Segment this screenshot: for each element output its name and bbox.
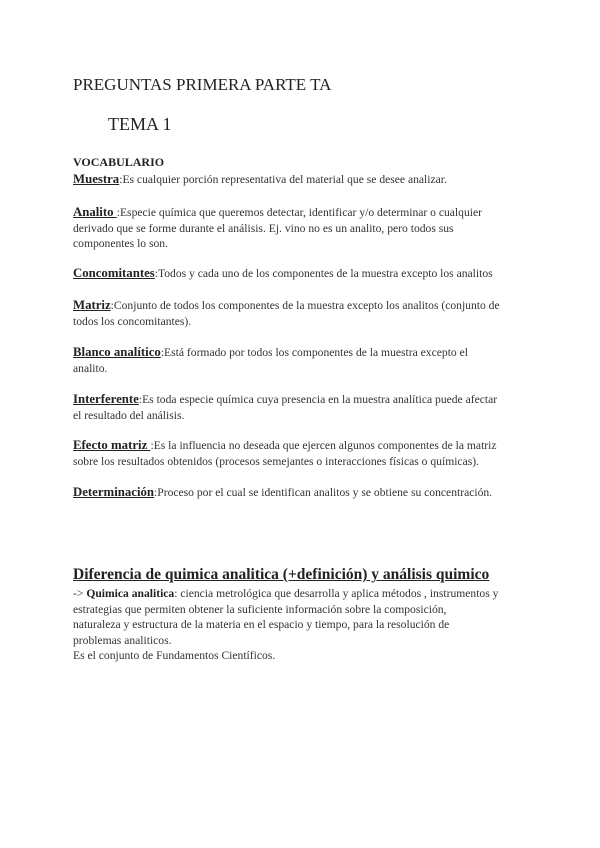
vocabulary-entry — [73, 172, 543, 188]
entry-text: derivado que se forme durante el análisis. Ej. vino no es un analito, pero todos sus — [73, 221, 454, 235]
entry-text: Conjunto de todos los componentes de la muestra excepto los analitos (conjunto de — [113, 299, 500, 312]
entry-line — [73, 345, 543, 361]
entry-text: todos los concomitantes). — [73, 314, 192, 328]
entry-text: componentes lo son. — [73, 237, 168, 250]
section-body — [73, 586, 543, 664]
line-text: : ciencia metrológica que desarrolla y aplica métodos , instrumentos y — [174, 587, 499, 600]
vocabulary-entry — [73, 345, 543, 376]
entry-term: Analito — [73, 205, 117, 219]
entry-text: Todos y cada uno de los componentes de la muestra excepto los analitos — [157, 267, 493, 280]
entry-separator: : — [154, 486, 158, 499]
entry-text: el resultado del análisis. — [73, 408, 185, 422]
arrow-text: -> — [73, 587, 87, 600]
entry-line — [73, 438, 543, 454]
entry-term: Matriz — [73, 298, 111, 312]
section-line-1 — [73, 586, 543, 602]
entry-term: Determinación — [73, 485, 155, 499]
section-line: Es el conjunto de Fundamentos Científicos. — [73, 649, 276, 662]
entry-separator: : — [119, 173, 123, 186]
vocabulary-entry — [73, 438, 543, 469]
entry-line — [73, 314, 543, 330]
entry-line — [73, 361, 543, 377]
entry-line — [73, 392, 543, 408]
vocabulary-entry — [73, 205, 543, 252]
entry-term: Interferente — [73, 392, 139, 406]
entry-separator: : — [154, 267, 158, 280]
entry-line — [73, 266, 543, 282]
section-line: naturaleza y estructura de la materia en el espacio y tiempo, para la resolución de — [73, 618, 450, 631]
entry-line — [73, 236, 543, 252]
bold-term: Quimica analitica — [86, 587, 175, 600]
document-title: PREGUNTAS PRIMERA PARTE TA — [73, 75, 332, 94]
section-line: estrategias que permiten obtener la suficiente información sobre la composición, — [73, 602, 447, 616]
entry-text: analito. — [73, 361, 108, 375]
section-line: problemas analiticos. — [73, 633, 172, 647]
entry-text: Es cualquier porción representativa del material que se desee analizar. — [122, 173, 447, 186]
entry-text: Está formado por todos los componentes de la muestra excepto el — [164, 346, 468, 359]
entry-line — [73, 298, 543, 314]
entry-term: Concomitantes — [73, 266, 155, 280]
section-heading: Diferencia de quimica analitica (+definición) y análisis quimico — [73, 566, 490, 583]
entry-line — [73, 454, 543, 470]
entry-line — [73, 485, 543, 501]
entry-text: Es toda especie química cuya presencia en la muestra analítica puede afectar — [142, 393, 498, 406]
entry-separator: : — [150, 439, 154, 452]
entry-text: Especie química que queremos detectar, identificar y/o determinar o cualquier — [119, 206, 482, 219]
vocabulary-heading: VOCABULARIO — [73, 155, 165, 169]
document-subtitle: TEMA 1 — [108, 114, 172, 134]
entry-line — [73, 408, 543, 424]
vocabulary-entry — [73, 298, 543, 329]
entry-separator: : — [110, 299, 114, 312]
entry-separator: : — [138, 393, 143, 406]
vocabulary-entry — [73, 266, 543, 282]
entry-separator: : — [160, 346, 165, 359]
entry-term: Efecto matriz — [73, 438, 151, 452]
entry-term: Muestra — [73, 172, 120, 186]
vocabulary-entry — [73, 392, 543, 423]
entry-term: Blanco analítico — [73, 345, 161, 359]
entry-line — [73, 221, 543, 237]
entry-line — [73, 172, 543, 188]
entry-text: sobre los resultados obtenidos (procesos semejantes o interacciones físicas o químicas). — [73, 454, 479, 468]
entry-line — [73, 205, 543, 221]
vocabulary-entry — [73, 485, 543, 501]
entry-text: Es la influencia no deseada que ejercen algunos componentes de la matriz — [153, 439, 497, 452]
entry-text: Proceso por el cual se identifican analitos y se obtiene su concentración. — [157, 486, 493, 499]
entry-separator: : — [116, 206, 120, 219]
